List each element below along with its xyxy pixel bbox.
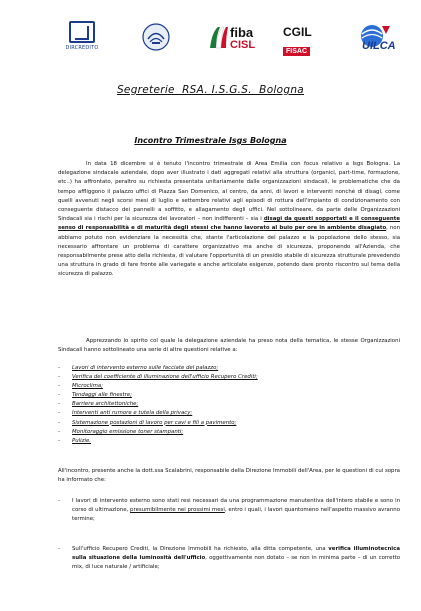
- list-item: - Interventi anti rumore e tutela della privacy;: [58, 409, 400, 418]
- cgil-label: CGIL: [283, 25, 312, 39]
- list-item: - Pulizie.: [58, 437, 400, 446]
- dircredito-logo: [62, 21, 102, 59]
- fiba-cisl-logo: [208, 24, 268, 56]
- uilca-logo: [352, 22, 396, 56]
- list-item: - Lavori di intervento esterno sulle facciate del palazzo;: [58, 364, 400, 373]
- list-item: - Verifica del coefficiente di illuminazione dell'ufficio Recupero Crediti;: [58, 373, 400, 382]
- intro-text-a: In data 18 dicembre si è tenuto l'incontro trimestrale di Area Emilia con focus relativo a Isgs Bologna. La delegazione sindacale aziendale, dopo aver illustrato i dati aggregati relativi alla struttura (organici, part-time, formazione, etc..) ha affrontato, peraltro su richiesta presentata unitariamente dalle organizzazioni sindacali, le problematiche che da tempo affliggono il palazzo uffici di Piazza San Domenico, al centro, da anni, di lavori e interventi nonché di disagi, come quelli avvenuti negli scorsi mesi di luglio e settembre relativi agli episodi di rottura dell'impianto di condizionamento con conseguente distacco dei pannelli a soffitto, e allagamento degli uffici. Nel sottolineare, da parte delle Organizzazioni Sindacali sia i rischi per la sicurezza dei lavoratori – non indifferenti – sia i: [58, 161, 400, 223]
- fiba-label: fiba: [230, 25, 254, 40]
- meeting-text: All'incontro, presente anche la dott.ssa Scalabrini, responsabile della Direzione Immobili dell'Area, per le questioni di cui sopra ha informato che:: [58, 468, 400, 484]
- intro-text-emphasis: disagi da questi sopportati e il conseguente senso di responsabilità e di maturità degli stessi che hanno lavorato al buio per ore in ambiente disagiato: [58, 216, 400, 232]
- questions-text: Apprezzando lo spirito col quale la delegazione aziendale ha preso nota della tematica, le stesse Organizzazioni Sindacali hanno sottolineato una serie di altre questioni relative a:: [58, 338, 400, 354]
- paragraph-intro: [58, 160, 400, 280]
- paragraph-questions: [58, 337, 400, 355]
- logo-bar: [0, 0, 421, 70]
- document-subtitle: Incontro Trimestrale Isgs Bologna: [134, 136, 287, 145]
- list-item: - Sistemazione postazioni di lavoro per cavi e fili a pavimento;: [58, 419, 400, 428]
- fisac-label: FISAC: [283, 47, 310, 56]
- list-item: - Microclima;: [58, 382, 400, 391]
- dircredito-label: DIRCREDITO: [65, 45, 99, 51]
- falcri-logo: [141, 22, 171, 52]
- cisl-label: CISL: [230, 39, 256, 51]
- cgil-fisac-logo: [283, 26, 323, 54]
- list-item: - Monitoraggio emissione toner stampanti;: [58, 428, 400, 437]
- intro-text-c: , non abbiamo potuto non evidenziare la necessità che, stante l'articolazione del palazzo e la popolazione dello stesso, sia necessario affrontare un problema di carattere organizzativo ma anche di sicurezza, proponendo all'Azienda, che responsabilmente prese atto della richiesta, di valutare l'opportunità di un presidio stabile di sicurezza strutturale prevedendo una struttura in grado di fare fronte alle variegate e anche articolate esigenze, potendo dare pronto riscontro sul tema della sicurezza di palazzo.: [58, 225, 401, 278]
- issues-list: [58, 364, 400, 446]
- paragraph-meeting: [58, 467, 400, 485]
- document-title: Segreterie RSA. I.S.G.S. Bologna: [116, 84, 305, 96]
- list-item: - Tendaggi alle finestre;: [58, 391, 400, 400]
- list-item: - Barriere architettoniche;: [58, 400, 400, 409]
- uilca-label: UILCA: [362, 40, 396, 52]
- response-item-lighting: - Sull'ufficio Recupero Crediti, la Direzione Immobili ha richiesto, alla ditta competente, una verifica illuminotecnica sulla situazione della luminosità dell'ufficio, oggettivamente non dotato – se non in minima parte – di un corretto mix, di luce naturale / artificiale;: [58, 546, 400, 571]
- response-item-works: - I lavori di intervento esterno sono stati resi necessari da una programmazione manutentiva dell'intero stabile e sono in corso di ultimazione, presumibilmente nei prossimi mesi, entro i quali, i lavori quantomeno nell'aspetto massivo avranno termine;: [58, 498, 400, 523]
